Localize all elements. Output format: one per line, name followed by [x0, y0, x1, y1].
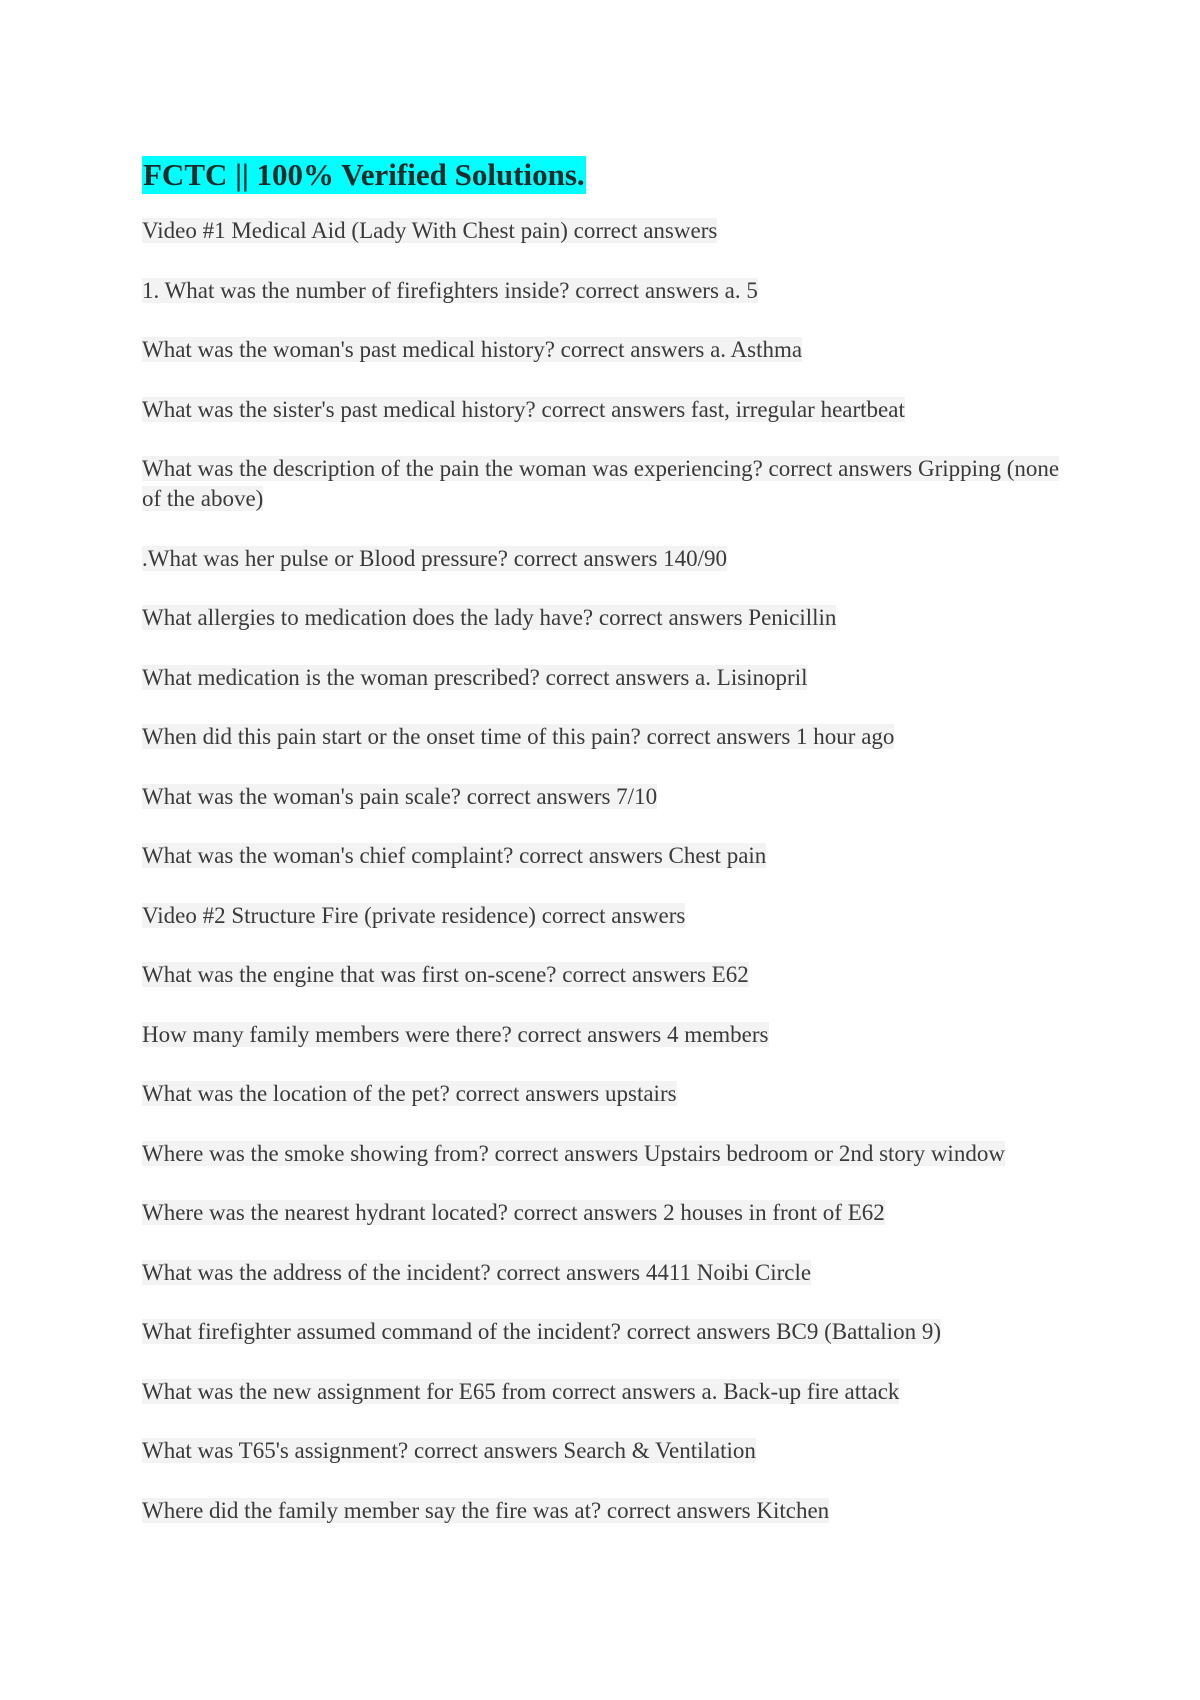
line-text: What firefighter assumed command of the incident? correct answers BC9 (Battalion 9)	[142, 1319, 941, 1344]
line-text: What was the description of the pain the woman was experiencing? correct answers Gripping (none of the above)	[142, 456, 1060, 511]
qa-item	[142, 841, 1062, 871]
line-text: What allergies to medication does the lady have? correct answers Penicillin	[142, 605, 837, 630]
qa-item	[142, 1020, 1062, 1050]
line-text: Video #2 Structure Fire (private residence) correct answers	[142, 902, 686, 928]
line-text: Video #1 Medical Aid (Lady With Chest pain) correct answers	[142, 218, 718, 243]
qa-item	[142, 395, 1062, 425]
line-text: What was the woman's pain scale? correct answers 7/10	[142, 783, 658, 809]
qa-item	[142, 1377, 1062, 1407]
line-text: What was the woman's past medical history? correct answers a. Asthma	[142, 337, 803, 362]
qa-item	[142, 960, 1062, 990]
qa-item	[142, 276, 1062, 306]
qa-item	[142, 335, 1062, 365]
qa-item	[142, 1496, 1062, 1526]
line-text: Where did the family member say the fire was at? correct answers Kitchen	[142, 1497, 830, 1523]
line-text: What was the address of the incident? correct answers 4411 Noibi Circle	[142, 1259, 812, 1285]
document-content	[142, 156, 1062, 1555]
line-text: Where was the smoke showing from? correct answers Upstairs bedroom or 2nd story window	[142, 1140, 1005, 1166]
qa-item	[142, 1317, 1062, 1347]
line-text: .What was her pulse or Blood pressure? correct answers 140/90	[142, 545, 728, 571]
qa-item	[142, 1079, 1062, 1109]
line-text: What was the new assignment for E65 from correct answers a. Back-up fire attack	[142, 1378, 900, 1404]
qa-item	[142, 1436, 1062, 1466]
qa-item	[142, 603, 1062, 633]
line-text: What was the engine that was first on-scene? correct answers E62	[142, 962, 749, 987]
qa-item	[142, 663, 1062, 693]
qa-item	[142, 544, 1062, 574]
section-heading-video-1	[142, 216, 1062, 246]
qa-item	[142, 1198, 1062, 1228]
line-text: What was T65's assignment? correct answers Search & Ventilation	[142, 1438, 756, 1463]
line-text: What medication is the woman prescribed? correct answers a. Lisinopril	[142, 664, 808, 690]
section-heading-video-2	[142, 901, 1062, 931]
line-text: Where was the nearest hydrant located? correct answers 2 houses in front of E62	[142, 1200, 885, 1225]
qa-item	[142, 1139, 1062, 1169]
line-text: 1. What was the number of firefighters inside? correct answers a. 5	[142, 277, 758, 303]
qa-item	[142, 722, 1062, 752]
document-title: FCTC || 100% Verified Solutions.	[143, 157, 585, 192]
qa-item	[142, 782, 1062, 812]
qa-item	[142, 454, 1062, 514]
qa-list	[142, 216, 1062, 1526]
line-text: What was the sister's past medical history? correct answers fast, irregular heartbeat	[142, 396, 905, 422]
line-text: How many family members were there? correct answers 4 members	[142, 1021, 769, 1047]
line-text: When did this pain start or the onset time of this pain? correct answers 1 hour ago	[142, 724, 895, 749]
line-text: What was the woman's chief complaint? correct answers Chest pain	[142, 843, 767, 868]
qa-item	[142, 1258, 1062, 1288]
line-text: What was the location of the pet? correct answers upstairs	[142, 1081, 677, 1106]
